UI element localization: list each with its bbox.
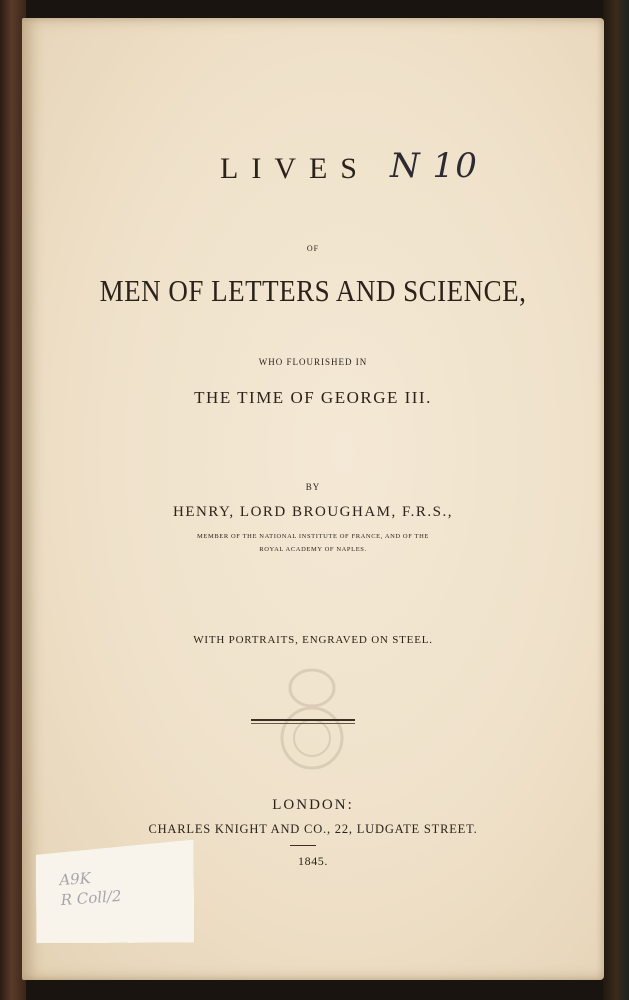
embossed-crest-icon [262,658,362,778]
author-credentials-line-2: ROYAL ACADEMY OF NAPLES. [259,546,367,553]
decorative-rule [251,719,355,721]
time-of-line: THE TIME OF GEORGE III. [194,388,432,407]
handwritten-annotation: N 10 [390,146,478,186]
flourished-line: WHO FLOURISHED IN [258,357,368,367]
short-rule [290,845,316,846]
book-cover-right-edge [603,0,629,1000]
title-lives: LIVES [220,152,370,185]
author-credentials-line-1: MEMBER OF THE NATIONAL INSTITUTE OF FRANCE, AND OF THE [197,533,429,540]
publication-city: LONDON: [272,797,354,813]
publisher-line: CHARLES KNIGHT AND CO., 22, LUDGATE STREET. [148,822,478,836]
main-title: MEN OF LETTERS AND SCIENCE, [99,274,527,308]
shelf-label-pencil-text [59,866,122,910]
author-name: HENRY, LORD BROUGHAM, F.R.S., [173,504,453,520]
publication-year: 1845. [298,854,328,868]
shelf-label-line-1: A9K [58,868,92,890]
title-of: OF [306,244,320,253]
by-line: BY [305,482,321,492]
title-page [22,18,604,980]
portraits-note: WITH PORTRAITS, ENGRAVED ON STEEL. [193,634,433,646]
shelf-label-line-2: R Coll/2 [60,886,123,910]
